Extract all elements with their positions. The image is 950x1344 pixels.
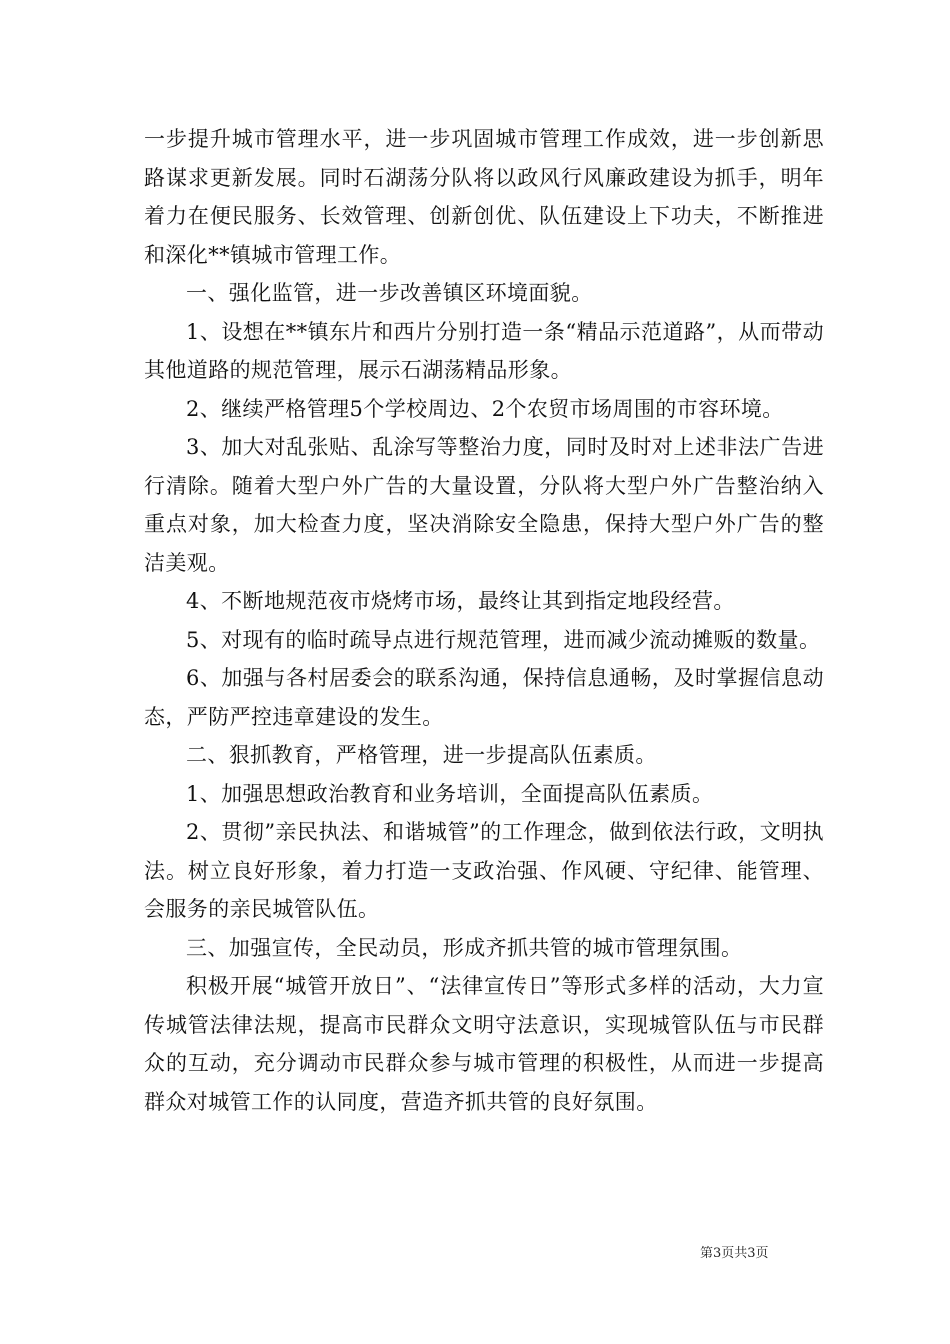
list-item: 2、继续严格管理5个学校周边、2个农贸市场周围的市容环境。 [186, 396, 784, 421]
paragraph: 一步提升城市管理水平，进一步巩固城市管理工作成效，进一步创新思路谋求更新发展。同时石湖荡分队将以政风行风廉政建设为抓手，明年着力在便民服务、长效管理、创新创优、队伍建设上下功夫，不断推进和深化**镇城市管理工作。 [144, 127, 824, 267]
list-item: 6、加强与各村居委会的联系沟通，保持信息通畅，及时掌握信息动态，严防严控违章建设的发生。 [144, 666, 824, 729]
section-heading: 三、加强宣传，全民动员，形成齐抓共管的城市管理氛围。 [186, 935, 743, 960]
list-item: 2、贯彻”亲民执法、和谐城管”的工作理念，做到依法行政，文明执法。树立良好形象，着力打造一支政治强、作风硬、守纪律、能管理、会服务的亲民城管队伍。 [144, 820, 824, 921]
list-item: 3、加大对乱张贴、乱涂写等整治力度，同时及时对上述非法广告进行清除。随着大型户外广告的大量设置，分队将大型户外广告整治纳入重点对象，加大检查力度，坚决消除安全隐患，保持大型户外广告的整洁美观。 [144, 435, 824, 575]
list-item: 4、不断地规范夜市烧烤市场，最终让其到指定地段经营。 [186, 589, 735, 613]
list-item: 1、加强思想政治教育和业务培训，全面提高队伍素质。 [186, 781, 714, 806]
section-heading: 一、强化监管，进一步改善镇区环境面貌。 [186, 281, 593, 305]
document-body [144, 120, 824, 1121]
page-number: 第3页共3页 [700, 1246, 769, 1261]
paragraph: 积极开展“城管开放日”、“法律宣传日”等形式多样的活动，大力宣传城管法律法规，提高市民群众文明守法意识，实现城管队伍与市民群众的互动，充分调动市民群众参与城市管理的积极性，从而进一步提高群众对城管工作的认同度，营造齐抓共管的良好氛围。 [144, 974, 824, 1114]
section-heading: 二、狠抓教育，严格管理，进一步提高队伍素质。 [186, 743, 657, 767]
list-item: 1、设想在**镇东片和西片分别打造一条“精品示范道路”，从而带动其他道路的规范管理，展示石湖荡精品形象。 [144, 319, 824, 382]
list-item: 5、对现有的临时疏导点进行规范管理，进而减少流动摊贩的数量。 [186, 627, 821, 652]
